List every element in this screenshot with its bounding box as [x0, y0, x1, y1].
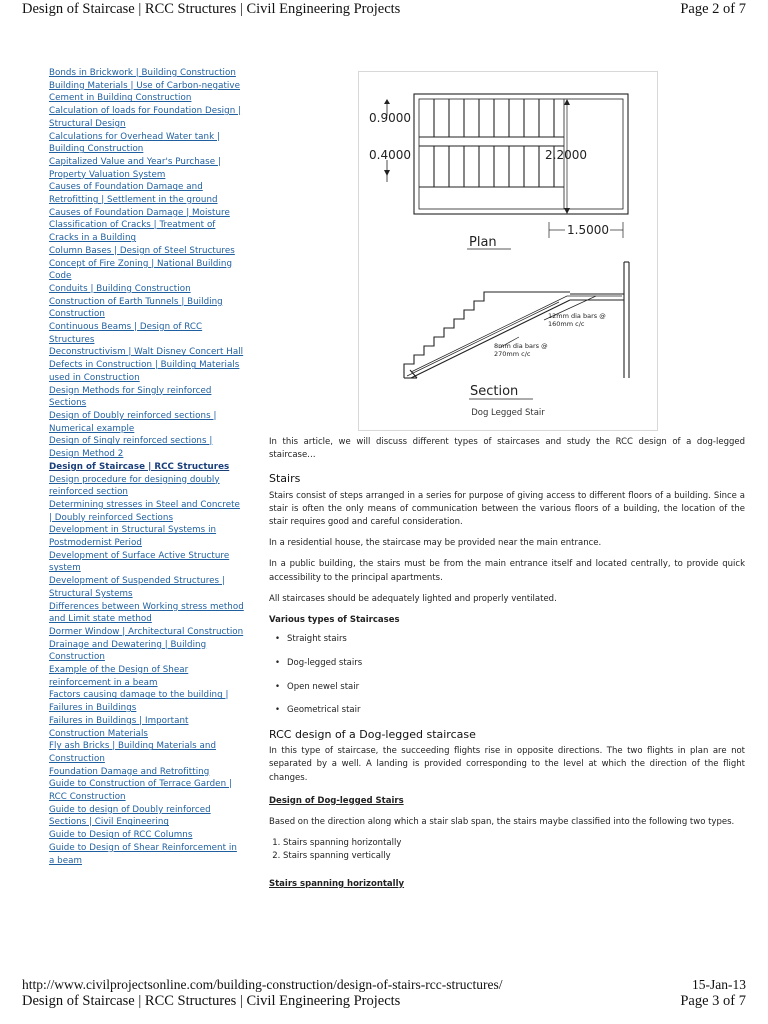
sidebar-link[interactable]: Foundation Damage and Retrofitting — [49, 766, 210, 777]
sidebar-link[interactable]: Concept of Fire Zoning | National Building Code — [49, 258, 233, 282]
sidebar-link[interactable]: Differences between Working stress method and Limit state method — [49, 601, 244, 625]
sidebar-link[interactable]: Causes of Foundation Damage | Moisture — [49, 207, 230, 218]
footer-date: 15-Jan-13 — [692, 977, 746, 992]
sidebar-link[interactable]: Deconstructivism | Walt Disney Concert Hall — [49, 347, 244, 358]
sidebar-link[interactable]: Guide to Design of RCC Columns — [49, 830, 193, 841]
section-label: Section — [470, 384, 519, 399]
sidebar-link[interactable]: Design of Doubly reinforced sections | Numerical example — [49, 410, 217, 434]
page-header-title: Design of Staircase | RCC Structures | Civil Engineering Projects — [22, 1, 401, 17]
heading-stairs: Stairs — [269, 472, 301, 486]
dim-15000: 1.5000 — [567, 223, 609, 237]
sidebar-link[interactable]: Fly ash Bricks | Building Materials and Construction — [49, 741, 217, 764]
dim-22000: 2.2000 — [545, 148, 587, 162]
page-number: Page 2 of 7 — [680, 1, 746, 17]
sidebar-link[interactable]: Design procedure for designing doubly reinforced section — [49, 474, 220, 498]
bar-note-2a: 8mm dia bars @ — [494, 342, 548, 350]
paragraph-rcc: In this type of staircase, the succeeding flights rise in opposite directions. The two flights in plan are not separated by a well. A landing is provided corresponding to the level at which the direction of the flight changes. — [269, 746, 745, 783]
heading-types: Various types of Staircases — [269, 615, 400, 626]
sidebar-link[interactable]: Example of the Design of Shear reinforcement in a beam — [49, 665, 189, 688]
sidebar-link[interactable]: Column Bases | Design of Steel Structures — [49, 245, 235, 256]
bar-note-1a: 12mm dia bars @ — [548, 312, 606, 320]
sidebar-link[interactable]: Capitalized Value and Year's Purchase | Property Valuation System — [49, 156, 221, 180]
sidebar-link[interactable]: Development in Structural Systems in Postmodernist Period — [49, 525, 217, 549]
sidebar-link[interactable]: Determining stresses in Steel and Concrete | Doubly reinforced Sections — [49, 499, 240, 523]
next-page-number: Page 3 of 7 — [680, 993, 746, 1009]
sidebar-link[interactable]: Guide to design of Doubly reinforced Sections | Civil Engineering — [49, 804, 211, 828]
sidebar-link[interactable]: Calculation of loads for Foundation Design | Structural Design — [49, 106, 242, 129]
sidebar-link[interactable]: Guide to Construction of Terrace Garden | RCC Construction — [49, 779, 232, 803]
sidebar-link[interactable]: Guide to Design of Shear Reinforcement in a beam — [49, 842, 237, 866]
bar-note-1b: 160mm c/c — [548, 320, 585, 328]
paragraph-lighted: All staircases should be adequately lighted and properly ventilated. — [269, 593, 557, 604]
figure-caption: Dog Legged Stair — [471, 408, 545, 418]
list-item: • Geometrical stair — [269, 704, 745, 717]
list-item: 1. Stairs spanning horizontally — [283, 837, 745, 850]
dim-0400: 0.4000 — [369, 148, 411, 162]
paragraph-design: Based on the direction along which a stair slab span, the stairs maybe classified into the following two types. — [269, 817, 735, 828]
list-item: 2. Stairs spanning vertically — [283, 850, 745, 863]
list-item: • Dog-legged stairs — [269, 657, 745, 670]
paragraph-residential: In a residential house, the staircase may be provided near the main entrance. — [269, 538, 602, 549]
sidebar-link[interactable]: Construction of Earth Tunnels | Building Construction — [49, 296, 223, 320]
sidebar-link[interactable]: Development of Suspended Structures | Structural Systems — [49, 576, 225, 599]
sidebar-link[interactable]: Defects in Construction | Building Materials used in Construction — [49, 360, 240, 383]
sidebar-link[interactable]: Continuous Beams | Design of RCC Structures — [49, 322, 203, 345]
paragraph-public: In a public building, the stairs must be from the main entrance itself and located centrally, to provide quick accessibility to the principal apartments. — [269, 559, 745, 583]
sidebar-link[interactable]: Drainage and Dewatering | Building Construction — [49, 639, 207, 663]
sidebar-link[interactable]: Development of Surface Active Structure system — [49, 550, 230, 574]
staircase-figure — [358, 71, 658, 431]
sidebar-link[interactable]: Factors causing damage to the building | Failures in Buildings — [49, 690, 229, 714]
sidebar-links — [49, 67, 245, 867]
sidebar-link[interactable]: Classification of Cracks | Treatment of Cracks in a Building — [49, 220, 216, 244]
heading-rcc-design: RCC design of a Dog-legged staircase — [269, 728, 476, 742]
list-item: • Straight stairs — [269, 633, 745, 646]
list-item: • Open newel stair — [269, 681, 745, 694]
dim-0900: 0.9000 — [369, 111, 411, 125]
article-intro: In this article, we will discuss different types of staircases and study the RCC design of a dog-legged staircase… — [269, 437, 745, 461]
plan-outline — [414, 94, 628, 214]
sidebar-link[interactable]: Causes of Foundation Damage and Retrofitting | Settlement in the ground — [49, 182, 218, 206]
sidebar-link[interactable]: Calculations for Overhead Water tank | Building Construction — [49, 131, 220, 155]
plan-label: Plan — [469, 235, 497, 250]
sidebar-link-current[interactable]: Design of Staircase | RCC Structures — [49, 461, 230, 472]
sidebar-link[interactable]: Building Materials | Use of Carbon-negative Cement in Building Construction — [49, 80, 240, 104]
dog-legged-stair-drawing — [359, 72, 657, 430]
next-page-header-title: Design of Staircase | RCC Structures | Civil Engineering Projects — [22, 993, 401, 1009]
sidebar-link[interactable]: Design of Singly reinforced sections | Design Method 2 — [49, 436, 213, 460]
article-body — [269, 436, 745, 899]
paragraph-stairs: Stairs consist of steps arranged in a series for purpose of giving access to different floors of a building. Since a stair is often the only means of communication between the various floors of a building, the location of the stair requires good and careful consideration. — [269, 490, 745, 528]
sidebar-link[interactable]: Bonds in Brickwork | Building Construction — [49, 68, 236, 78]
footer-url: http://www.civilprojectsonline.com/building-construction/design-of-stairs-rcc-structures/ — [22, 977, 503, 992]
sidebar-link[interactable]: Conduits | Building Construction — [49, 283, 191, 294]
sidebar-link[interactable]: Design Methods for Singly reinforced Sections — [49, 385, 212, 409]
bar-note-2b: 270mm c/c — [494, 350, 531, 358]
staircase-types-list — [269, 633, 745, 717]
sidebar-link[interactable]: Dormer Window | Architectural Construction — [49, 626, 244, 637]
span-types-list — [269, 837, 745, 863]
heading-spanning-horizontally: Stairs spanning horizontally — [269, 878, 405, 889]
sidebar-link[interactable]: Failures in Buildings | Important Construction Materials — [49, 715, 189, 739]
heading-design-dog-legged: Design of Dog-legged Stairs — [269, 795, 404, 806]
